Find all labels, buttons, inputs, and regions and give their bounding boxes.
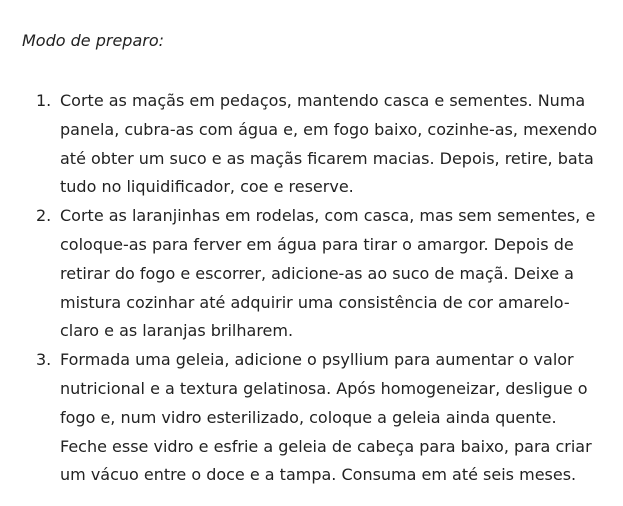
step-number: 1. (36, 91, 52, 110)
step-text: Formada uma geleia, adicione o psyllium para aumentar o valor nutricional e a textura gelatinosa. Após homogeneizar, desligue o fogo e, num vidro esterilizado, coloque a geleia ainda quente. Feche esse vidro e esfrie a geleia de cabeça para baixo, para criar um vácuo entre o doce e a tampa. Consuma em até seis meses. (60, 350, 592, 485)
step-text: Corte as laranjinhas em rodelas, com casca, mas sem sementes, e coloque-as para ferver em água para tirar o amargor. Depois de retirar do fogo e escorrer, adicione-as ao suco de maçã. Deixe a mistura cozinhar até adquirir uma consistência de cor amarelo-claro e as laranjas brilharem. (60, 206, 596, 341)
step-item (22, 87, 603, 202)
preparation-steps-list (22, 87, 603, 490)
section-heading: Modo de preparo: (22, 31, 165, 50)
step-item (22, 202, 603, 346)
step-item (22, 346, 603, 490)
step-text: Corte as maçãs em pedaços, mantendo casca e sementes. Numa panela, cubra-as com água e, em fogo baixo, cozinhe-as, mexendo até obter um suco e as maçãs ficarem macias. Depois, retire, bata tudo no liquidificador, coe e reserve. (60, 91, 598, 197)
step-number: 2. (36, 206, 52, 226)
step-number: 3. (36, 350, 52, 370)
